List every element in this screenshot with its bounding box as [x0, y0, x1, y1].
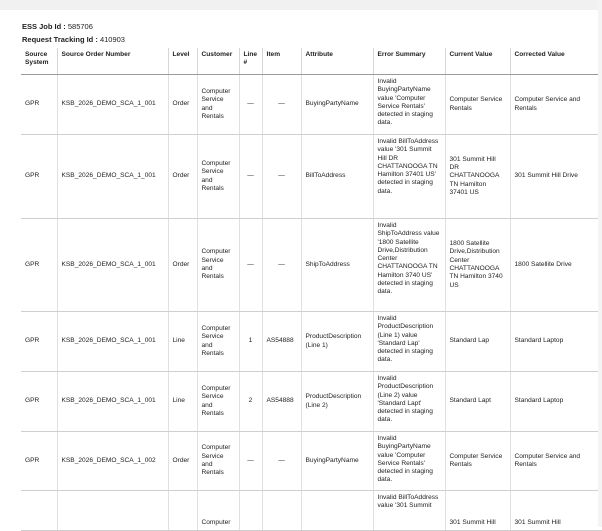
table-row — [21, 219, 602, 312]
col-header-source-order-number[interactable]: Source Order Number — [57, 48, 168, 75]
cell-customer: Computer Service and Rentals — [197, 372, 239, 432]
cell-corrected-value: Standard Laptop — [510, 312, 602, 372]
cell-source-system: GPR — [21, 219, 57, 312]
cell-level: Order — [168, 219, 197, 312]
cell-corrected-value: Computer Service and Rentals — [510, 432, 602, 491]
col-header-line-number[interactable]: Line # — [239, 48, 262, 75]
cell-line-number: — — [239, 432, 262, 491]
table-row — [21, 75, 602, 135]
cell-item: — — [262, 135, 301, 219]
cell-source-system: GPR — [21, 372, 57, 432]
cell-error-summary: Invalid BuyingPartyName value 'Computer Service Rentals' detected in staging data. — [373, 432, 445, 491]
cell-current-value: Standard Lap — [445, 312, 510, 372]
cell-source-order-number: KSB_2026_DEMO_SCA_1_002 — [57, 432, 168, 491]
cell-line-number: — — [239, 219, 262, 312]
col-header-customer[interactable]: Customer — [197, 48, 239, 75]
cell-current-value: Standard Lapt — [445, 372, 510, 432]
cell-level: Order — [168, 135, 197, 219]
window-top-strip — [0, 0, 602, 10]
cell-error-summary: Invalid ShipToAddress value '1800 Satellite Drive,Distribution Center CHATTANOOGA TN Hamilton 3740 US' detected in staging data. — [373, 219, 445, 312]
cell-line-number — [239, 491, 262, 531]
cell-customer: Computer Service and Rentals — [197, 432, 239, 491]
cell-source-order-number — [57, 491, 168, 531]
cell-attribute: BuyingPartyName — [301, 432, 373, 491]
ess-job-id: ESS Job Id : 585706 — [22, 22, 93, 31]
cell-source-system: GPR — [21, 432, 57, 491]
cell-attribute: ProductDescription (Line 1) — [301, 312, 373, 372]
cell-error-summary: Invalid BuyingPartyName value 'Computer Service Rentals' detected in staging data. — [373, 75, 445, 135]
request-tracking-id: Request Tracking Id : 410903 — [22, 35, 125, 44]
cell-current-value: 301 Summit Hill — [445, 491, 510, 531]
cell-source-system: GPR — [21, 75, 57, 135]
cell-current-value: Computer Service Rentals — [445, 75, 510, 135]
cell-attribute: ProductDescription (Line 2) — [301, 372, 373, 432]
cell-error-summary: Invalid ProductDescription (Line 2) value 'Standard Lapt' detected in staging data. — [373, 372, 445, 432]
cell-attribute — [301, 491, 373, 531]
cell-corrected-value: 301 Summit Hill Drive — [510, 135, 602, 219]
col-header-level[interactable]: Level — [168, 48, 197, 75]
cell-source-system: GPR — [21, 312, 57, 372]
request-tracking-id-value: 410903 — [99, 35, 125, 44]
col-header-corrected-value[interactable]: Corrected Value — [510, 48, 602, 75]
cell-corrected-value: Computer Service and Rentals — [510, 75, 602, 135]
col-header-error-summary[interactable]: Error Summary — [373, 48, 445, 75]
cell-level: Order — [168, 75, 197, 135]
cell-attribute: ShipToAddress — [301, 219, 373, 312]
cell-customer: Computer Service and Rentals — [197, 312, 239, 372]
cell-item — [262, 491, 301, 531]
cell-current-value: 301 Summit Hill DR CHATTANOOGA TN Hamilton 37401 US — [445, 135, 510, 219]
table-row — [21, 432, 602, 491]
cell-source-order-number: KSB_2026_DEMO_SCA_1_001 — [57, 75, 168, 135]
cell-line-number: 1 — [239, 312, 262, 372]
cell-source-order-number: KSB_2026_DEMO_SCA_1_001 — [57, 312, 168, 372]
cell-item: AS54888 — [262, 372, 301, 432]
cell-level: Line — [168, 312, 197, 372]
col-header-item[interactable]: Item — [262, 48, 301, 75]
cell-item: — — [262, 75, 301, 135]
cell-attribute: BuyingPartyName — [301, 75, 373, 135]
cell-current-value: Computer Service Rentals — [445, 432, 510, 491]
job-info — [22, 20, 125, 46]
cell-line-number: 2 — [239, 372, 262, 432]
cell-level: Order — [168, 432, 197, 491]
cell-attribute: BillToAddress — [301, 135, 373, 219]
cell-level — [168, 491, 197, 531]
cell-source-order-number: KSB_2026_DEMO_SCA_1_001 — [57, 219, 168, 312]
cell-line-number: — — [239, 135, 262, 219]
cell-source-order-number: KSB_2026_DEMO_SCA_1_001 — [57, 372, 168, 432]
cell-error-summary: Invalid BillToAddress value '301 Summit Hill DR CHATTANOOGA TN Hamilton 37401 US' detected in staging data. — [373, 135, 445, 219]
table-row — [21, 372, 602, 432]
cell-error-summary: Invalid BillToAddress value '301 Summit — [373, 491, 445, 531]
cell-customer: Computer Service and Rentals — [197, 135, 239, 219]
cell-source-system — [21, 491, 57, 531]
table-header-row — [21, 48, 602, 75]
cell-corrected-value: Standard Laptop — [510, 372, 602, 432]
cell-item: AS54888 — [262, 312, 301, 372]
col-header-source-system[interactable]: Source System — [21, 48, 57, 75]
cell-source-order-number: KSB_2026_DEMO_SCA_1_001 — [57, 135, 168, 219]
cell-item: — — [262, 219, 301, 312]
cell-corrected-value: 301 Summit Hill — [510, 491, 602, 531]
table-row — [21, 312, 602, 372]
table-row-partial — [21, 491, 602, 531]
right-edge — [598, 0, 602, 527]
cell-error-summary: Invalid ProductDescription (Line 1) value 'Standard Lap' detected in staging data. — [373, 312, 445, 372]
cell-line-number: — — [239, 75, 262, 135]
table-row — [21, 135, 602, 219]
cell-corrected-value: 1800 Satellite Drive — [510, 219, 602, 312]
cell-source-system: GPR — [21, 135, 57, 219]
cell-customer: Computer — [197, 491, 239, 531]
cell-item: — — [262, 432, 301, 491]
ess-job-id-value: 585706 — [67, 22, 93, 31]
cell-customer: Computer Service and Rentals — [197, 219, 239, 312]
cell-current-value: 1800 Satellite Drive,Distribution Center CHATTANOOGA TN Hamilton 3740 US — [445, 219, 510, 312]
col-header-current-value[interactable]: Current Value — [445, 48, 510, 75]
cell-level: Line — [168, 372, 197, 432]
cell-customer: Computer Service and Rentals — [197, 75, 239, 135]
col-header-attribute[interactable]: Attribute — [301, 48, 373, 75]
error-report-table — [21, 48, 602, 531]
